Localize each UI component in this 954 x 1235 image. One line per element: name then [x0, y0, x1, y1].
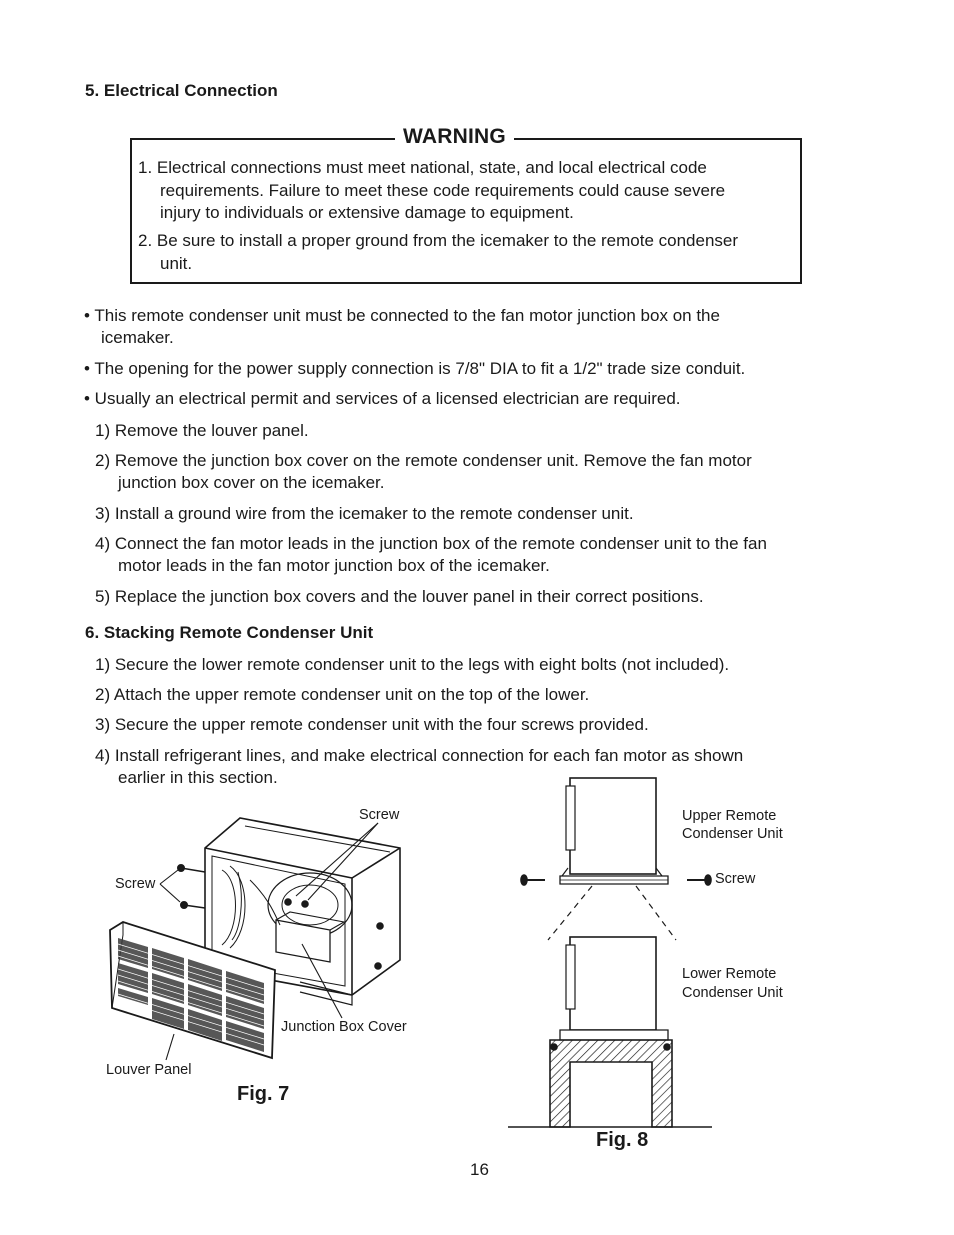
fig8-callout-screw: Screw — [715, 871, 756, 887]
page-number: 16 — [470, 1160, 489, 1179]
fig8-label: Fig. 8 — [596, 1129, 649, 1151]
bullet-2: • The opening for the power supply connection is 7/8" DIA to fit a 1/2" trade size conduit. — [84, 359, 746, 378]
bullet-1-cont: icemaker. — [101, 328, 174, 347]
s5-step-3: 3) Install a ground wire from the icemaker to the remote condenser unit. — [95, 504, 634, 523]
fig8-callout-upper-1: Upper Remote — [682, 808, 777, 824]
s6-step-4-cont: earlier in this section. — [118, 768, 278, 787]
warning-item-2-cont: unit. — [160, 253, 193, 273]
warning-item-1-cont: requirements. Failure to meet these code requirements could cause severe — [160, 180, 726, 200]
s5-step-2-cont: junction box cover on the icemaker. — [118, 473, 385, 492]
s6-step-1: 1) Secure the lower remote condenser unit to the legs with eight bolts (not included). — [95, 655, 730, 674]
warning-item-2-lead: 2. Be sure to install a proper ground from the icemaker to the remote condenser — [138, 231, 739, 250]
s5-step-1: 1) Remove the louver panel. — [95, 421, 309, 440]
fig7-callout-screw-left: Screw — [115, 876, 156, 892]
fig8-callout-lower-2: Condenser Unit — [682, 985, 783, 1001]
fig8-callout-upper-2: Condenser Unit — [682, 826, 783, 842]
fig7-callout-screw-top: Screw — [359, 807, 400, 823]
fig7-label: Fig. 7 — [237, 1083, 290, 1105]
s5-step-4: 4) Connect the fan motor leads in the junction box of the remote condenser unit to the fan — [95, 534, 767, 553]
s6-step-4: 4) Install refrigerant lines, and make electrical connection for each fan motor as shown — [95, 746, 744, 765]
section-5-heading: 5. Electrical Connection — [85, 81, 278, 100]
s5-step-4-cont: motor leads in the fan motor junction box of the icemaker. — [118, 556, 550, 575]
fig7-callout-junction-box-cover: Junction Box Cover — [281, 1019, 407, 1035]
bullet-3: • Usually an electrical permit and services of a licensed electrician are required. — [84, 389, 681, 408]
section-6-heading: 6. Stacking Remote Condenser Unit — [85, 623, 374, 642]
warning-item-1-lead: 1. Electrical connections must meet national, state, and local electrical code — [138, 158, 707, 177]
s6-step-2: 2) Attach the upper remote condenser unit on the top of the lower. — [95, 685, 590, 704]
fig8-callout-lower-1: Lower Remote — [682, 966, 777, 982]
s6-step-3: 3) Secure the upper remote condenser unit with the four screws provided. — [95, 715, 649, 734]
warning-title: WARNING — [395, 125, 514, 149]
bullet-1: • This remote condenser unit must be connected to the fan motor junction box on the — [84, 306, 720, 325]
s5-step-5: 5) Replace the junction box covers and the louver panel in their correct positions. — [95, 587, 704, 606]
s5-step-2: 2) Remove the junction box cover on the remote condenser unit. Remove the fan motor — [95, 451, 752, 470]
warning-item-1-cont: injury to individuals or extensive damage to equipment. — [160, 203, 574, 222]
fig7-callout-louver-panel: Louver Panel — [106, 1062, 192, 1078]
